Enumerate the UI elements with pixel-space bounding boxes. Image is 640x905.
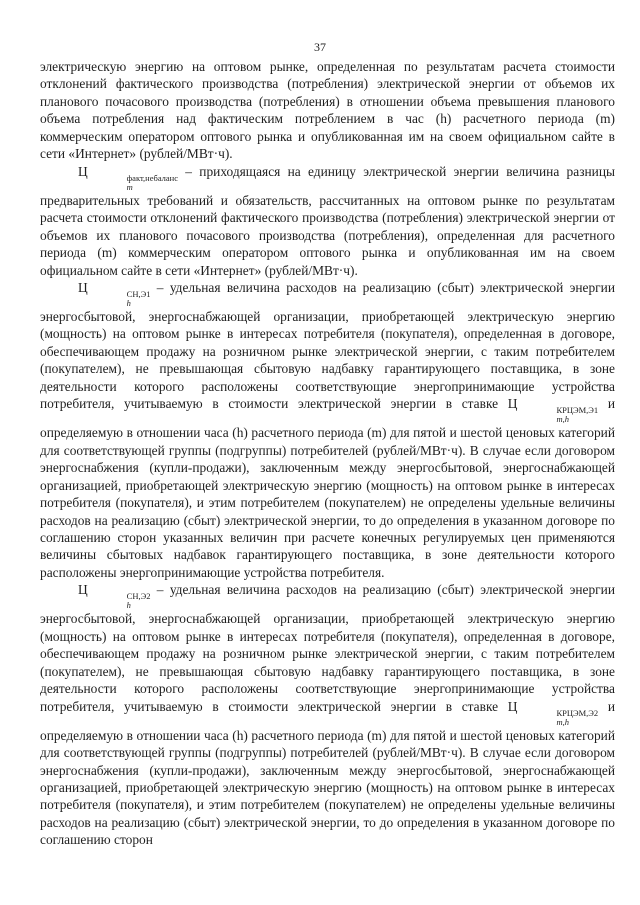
paragraph-4-text-a: – удельная величина расходов на реализацию (сбыт) электрической энергии энергосбытовой, энергоснабжающей организации, приобретающей электрическую энергию (мощность) на оптовом рынке в интересах потребителя (покупателя), определенная в договоре, обеспечивающем продажу на розничном рынке электрической энергии, с таким потребителем (покупателем), не превышающая сбытовую надбавку гарантирующего поставщика, в зоне деятельности которого расположены соответствующие энергопринимающие устройства потребителя, учитываемую в стоимости электрической энергии в ставке bbox=[40, 582, 615, 714]
paragraph-3-text-b: и определяемую в отношении часа (h) расчетного периода (m) для пятой и шестой ценовых категорий для соответствующей группы (подгруппы) потребителей (рублей/МВт·ч). В случае если договором энергоснабжения (купли-продажи), заключенным между энергосбытовой, энергоснабжающей организацией, приобретающей электрическую энергию (мощность) на оптовом рынке в интересах потребителя (покупателя), и этим потребителем (покупателем) не определены удельные величины расходов на реализацию (сбыт) электрической энергии, то до определения в указанном договоре по соглашению сторон указанных величин при расчете конечных регулируемых цен применяются величины сбытовых надбавок гарантирующего поставщика, в зоне деятельности которого расположены энергопринимающие устройства потребителя. bbox=[40, 396, 615, 580]
paragraph-1: электрическую энергию на оптовом рынке, определенная по результатам расчета стоимости отклонений фактического производства (потребления) электрической энергии от объемов их планового почасового производства (потребления) в отношении объема превышения планового объема потребления над фактическим потреблением в час (h) расчетного периода (m) коммерческим оператором оптового рынка и опубликованная им на своем официальном сайте в сети «Интернет» (рублей/МВт·ч). bbox=[40, 59, 615, 162]
symbol-superscript: КРЦЭМ,Э1 bbox=[556, 405, 599, 416]
page-number: 37 bbox=[314, 40, 326, 54]
symbol-superscript: СН,Э1 bbox=[126, 288, 151, 299]
paragraph-3 bbox=[40, 279, 615, 581]
paragraph-2 bbox=[40, 163, 615, 279]
paragraph-4-text-b: и определяемую в отношении часа (h) расчетного периода (m) для пятой и шестой ценовых категорий для соответствующей группы (подгруппы) потребителей (рублей/МВт·ч). В случае если договором энергоснабжения (купли-продажи), заключенным между энергосбытовой, энергоснабжающей организацией, приобретающей электрическую энергию (мощность) на оптовом рынке в интересах потребителя (покупателя), и этим потребителем (покупателем) не определены удельные величины расходов на реализацию (сбыт) электрической энергии, то до определения в указанном договоре по соглашению сторон bbox=[40, 698, 615, 848]
symbol-subscript: m,h bbox=[556, 716, 569, 727]
symbol-sn-e1 bbox=[78, 279, 151, 308]
symbol-base: Ц bbox=[507, 396, 518, 412]
paragraph-4 bbox=[40, 581, 615, 848]
symbol-superscript: КРЦЭМ,Э2 bbox=[556, 707, 599, 718]
symbol-base: Ц bbox=[78, 163, 88, 179]
symbol-superscript: факт,небаланс bbox=[126, 172, 178, 183]
symbol-subscript: m,h bbox=[556, 414, 569, 425]
symbol-krcem-e1 bbox=[507, 396, 599, 425]
symbol-subscript: h bbox=[126, 600, 131, 611]
symbol-base: Ц bbox=[78, 582, 88, 598]
paragraph-3-text-a: – удельная величина расходов на реализацию (сбыт) электрической энергии энергосбытовой, энергоснабжающей организации, приобретающей электрическую энергию (мощность) на оптовом рынке в интересах потребителя (покупателя), определенная в договоре, обеспечивающем продажу на розничном рынке электрической энергии, с таким потребителем (покупателем), не превышающая сбытовую надбавку гарантирующего поставщика, в зоне деятельности которого расположены соответствующие энергопринимающие устройства потребителя, учитываемую в стоимости электрической энергии в ставке bbox=[40, 279, 615, 412]
symbol-sn-e2 bbox=[78, 582, 151, 611]
document-body bbox=[40, 58, 615, 849]
symbol-base: Ц bbox=[78, 279, 88, 295]
symbol-fact-imbalance bbox=[78, 163, 178, 192]
symbol-subscript: h bbox=[126, 297, 131, 308]
paragraph-2-text: – приходящаяся на единицу электрической энергии величина разницы предварительных требований и обязательств, рассчитанных на оптовом рынке по результатам расчета стоимости отклонений фактического производства (потребления) электрической энергии от объемов их планового почасового производства (потребления), определенная для расчетного периода (m) коммерческим оператором оптового рынка и опубликованная им на своем официальном сайте в сети «Интернет» (рублей/МВт·ч). bbox=[40, 163, 615, 278]
symbol-base: Ц bbox=[507, 698, 518, 714]
symbol-superscript: СН,Э2 bbox=[126, 591, 151, 602]
symbol-krcem-e2 bbox=[507, 698, 599, 727]
symbol-subscript: m bbox=[126, 181, 133, 192]
